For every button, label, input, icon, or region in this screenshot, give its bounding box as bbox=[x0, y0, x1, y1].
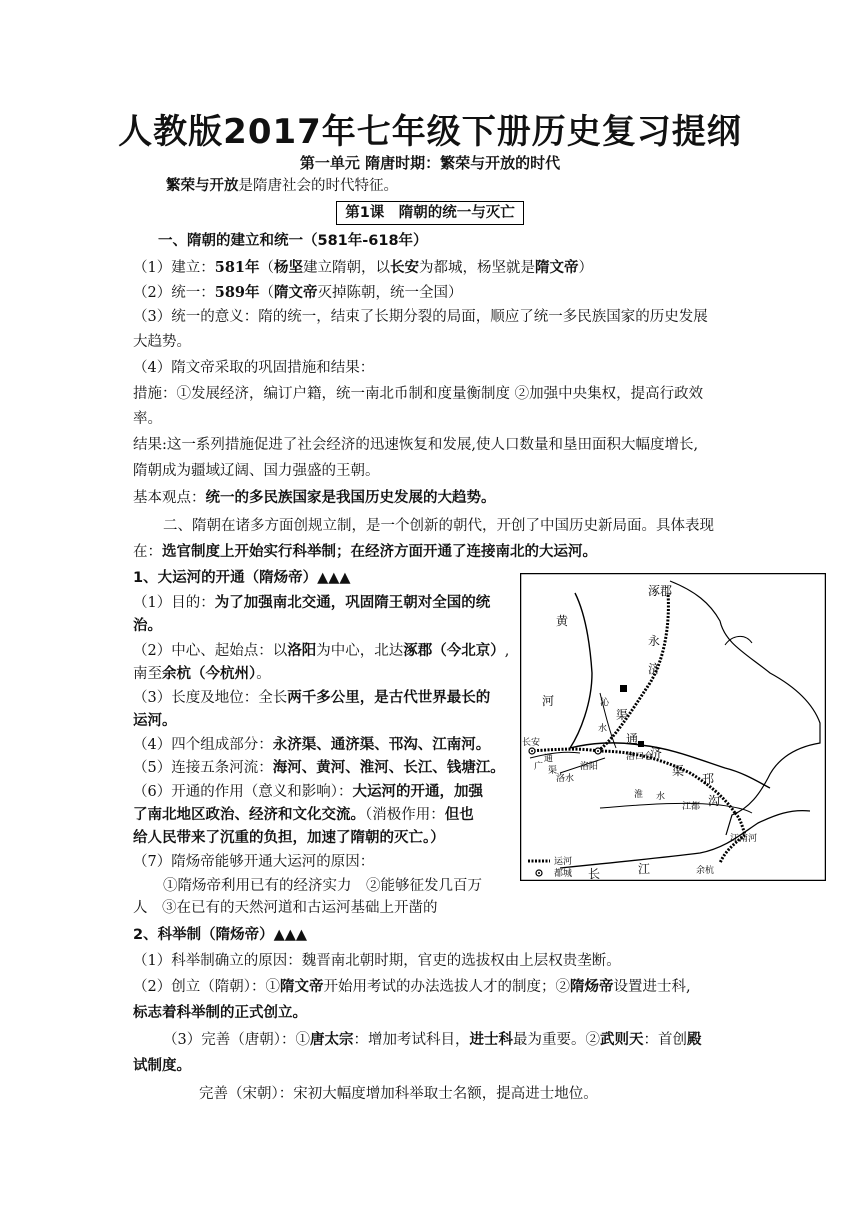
canal-center-l2: 南至余杭（今杭州）。 bbox=[133, 665, 271, 682]
canal-effect-l2: 了南北地区政治、经济和文化交流。（消极作用：但也 bbox=[133, 806, 474, 823]
label-tong: 通 bbox=[544, 754, 554, 764]
s1-result-l1: 结果:这一系列措施促进了社会经济的迅速恢复和发展,使人口数量和垦田面积大幅度增长, bbox=[133, 437, 699, 453]
label-ji2: 济 bbox=[650, 746, 663, 760]
label-jiang: 江 bbox=[638, 862, 651, 876]
canal-length-l1: （3）长度及地位：全长两千多公里，是古代世界最长的 bbox=[133, 689, 491, 706]
exam-song: 完善（宋朝）：宋初大幅度增加科举取士名额，提高进士地位。 bbox=[199, 1086, 598, 1102]
section2-l2: 在：选官制度上开始实行科举制；在经济方面开通了连接南北的大运河。 bbox=[133, 543, 597, 560]
canal-rivers: （5）连接五条河流：海河、黄河、淮河、长江、钱塘江。 bbox=[133, 759, 505, 776]
unit-heading: 第一单元 隋唐时期：繁荣与开放的时代 bbox=[299, 154, 561, 172]
label-yuhang: 余杭 bbox=[696, 866, 715, 876]
label-yong: 永 bbox=[648, 634, 661, 648]
label-luokoucang: 洛口仓 bbox=[626, 752, 654, 762]
exam-creation-l1: （2）创立（隋朝）：①隋文帝开始用考试的办法选拔人才的制度；②隋炀帝设置进士科, bbox=[133, 978, 691, 995]
canal-heading: 1、大运河的开通（隋炀帝）▲▲▲ bbox=[133, 570, 351, 586]
s1-measures-l2: 率。 bbox=[133, 411, 162, 427]
canal-effect-l3: 给人民带来了沉重的负担，加速了隋朝的灭亡。） bbox=[133, 829, 445, 846]
canal-center-l1: （2）中心、起始点：以洛阳为中心，北达涿郡（今北京）, bbox=[133, 642, 510, 659]
label-guang: 广 bbox=[534, 762, 544, 772]
label-tong2: 通 bbox=[626, 732, 639, 746]
label-shui2: 水 bbox=[656, 792, 666, 802]
label-qin: 沁 bbox=[600, 698, 610, 708]
label-shui: 水 bbox=[598, 724, 608, 734]
s1-measures-title: （4）隋文帝采取的巩固措施和结果： bbox=[133, 360, 375, 376]
canal-effect-l1: （6）开通的作用（意义和影响）：大运河的开通，加强 bbox=[133, 783, 483, 800]
granary-icon bbox=[620, 685, 627, 692]
exam-tang-l2: 试制度。 bbox=[133, 1057, 191, 1074]
document-title: 人教版2017年七年级下册历史复习提纲 bbox=[118, 112, 742, 152]
s1-unification: （2）统一：589年（隋文帝灭掉陈朝，统一全国） bbox=[133, 284, 463, 301]
label-huang: 黄 bbox=[556, 614, 569, 628]
label-chang: 长 bbox=[588, 867, 601, 881]
s1-significance-l2: 大趋势。 bbox=[133, 334, 191, 350]
grand-canal-map bbox=[520, 573, 826, 881]
label-luoyang: 洛阳 bbox=[580, 762, 599, 772]
intro-rest: 是隋唐社会的时代特征。 bbox=[238, 178, 398, 194]
label-han: 邗 bbox=[702, 772, 715, 786]
s1-founding: （1）建立：581年（杨坚建立隋朝，以长安为都城，杨坚就是隋文帝） bbox=[133, 259, 594, 276]
lesson-title: 第1课 隋朝的统一与灭亡 bbox=[336, 201, 524, 225]
intro-line bbox=[166, 176, 398, 196]
label-ji: 济 bbox=[648, 662, 661, 676]
s1-result-l2: 隋朝成为疆域辽阔、国力强盛的王朝。 bbox=[133, 463, 380, 479]
exam-tang-l1: （3）完善（唐朝）：①唐太宗：增加考试科目，进士科最为重要。②武则天：首创殿 bbox=[163, 1031, 702, 1048]
label-jiangnan: 江南河 bbox=[730, 834, 758, 844]
canal-parts: （4）四个组成部分：永济渠、通济渠、邗沟、江南河。 bbox=[133, 736, 491, 753]
exam-reason: （1）科举制确立的原因：魏晋南北朝时期，官吏的选拔权由上层权贵垄断。 bbox=[133, 953, 621, 969]
label-qu3: 渠 bbox=[672, 764, 685, 778]
label-huai: 淮 bbox=[634, 790, 644, 800]
s1-measures-l1: 措施：①发展经济，编订户籍，统一南北币制和度量衡制度 ②加强中央集权，提高行政效 bbox=[133, 386, 704, 402]
canal-length-l2: 运河。 bbox=[133, 712, 177, 729]
canal-reason-l2: 人 ③在已有的天然河道和古运河基础上开凿的 bbox=[133, 900, 438, 916]
intro-bold: 繁荣与开放 bbox=[166, 177, 239, 194]
label-jiangdu: 江都 bbox=[682, 802, 701, 812]
label-zhuojun: 涿郡 bbox=[648, 584, 673, 598]
label-he: 河 bbox=[542, 694, 555, 708]
s1-significance-l1: （3）统一的意义：隋的统一，结束了长期分裂的局面，顺应了统一多民族国家的历史发展 bbox=[133, 309, 708, 325]
legend-canal: 运河 bbox=[554, 857, 573, 867]
label-qu: 渠 bbox=[616, 708, 629, 722]
exam-creation-l2: 标志着科举制的正式创立。 bbox=[133, 1004, 307, 1021]
section1-heading: 一、隋朝的建立和统一（581年-618年） bbox=[158, 233, 428, 249]
section2-l1: 二、隋朝在诸多方面创规立制，是一个创新的朝代，开创了中国历史新局面。具体表现 bbox=[163, 518, 714, 534]
legend-capital: 都城 bbox=[554, 869, 573, 879]
canal-purpose-l2: 治。 bbox=[133, 617, 162, 634]
exam-heading: 2、科举制（隋炀帝）▲▲▲ bbox=[133, 927, 308, 943]
label-qu2: 渠 bbox=[548, 766, 558, 776]
canal-reason-title: （7）隋炀帝能够开通大运河的原因： bbox=[133, 854, 375, 870]
luokoucang-icon bbox=[638, 741, 644, 747]
label-gou: 沟 bbox=[708, 794, 721, 808]
canal-reason-l1: ①隋炀帝利用已有的经济实力 ②能够征发几百万 bbox=[163, 878, 482, 894]
canal-purpose-l1: （1）目的：为了加强南北交通，巩固隋王朝对全国的统 bbox=[133, 594, 491, 611]
s1-basic-view: 基本观点：统一的多民族国家是我国历史发展的大趋势。 bbox=[133, 489, 496, 506]
label-luoshui: 洛水 bbox=[556, 774, 575, 784]
label-changan: 长安 bbox=[522, 738, 541, 748]
